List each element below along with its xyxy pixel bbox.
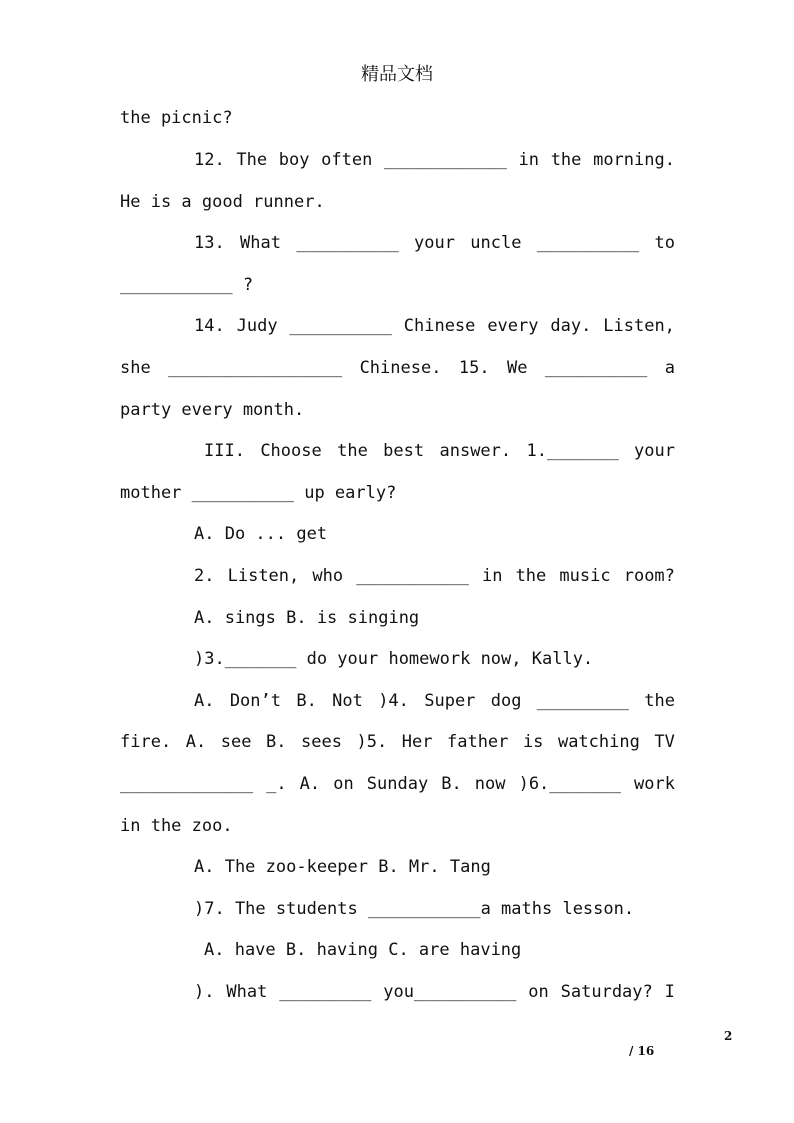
section-heading: III. Choose the best answer. 1._______ your [204, 441, 675, 461]
text-line: mother __________ up early? [120, 483, 397, 503]
text-line: 13. What __________ your uncle __________ to [194, 233, 675, 253]
text-line: she _________________ Chinese. 15. We __________ a [120, 358, 675, 378]
text-line: party every month. [120, 400, 305, 420]
answer-option: A. The zoo-keeper B. Mr. Tang [194, 857, 491, 877]
text-line: fire. A. see B. sees )5. Her father is watching TV [120, 732, 675, 752]
page-total: / 16 [629, 1044, 655, 1058]
answer-option: A. sings B. is singing [194, 608, 420, 628]
question-line: )3._______ do your homework now, Kally. [194, 649, 594, 669]
text-line: 12. The boy often ____________ in the morning. [194, 150, 675, 170]
text-line: _____________ _. A. on Sunday B. now )6._______ work [120, 774, 675, 794]
text-line: the picnic? [120, 108, 233, 128]
text-line: He is a good runner. [120, 192, 325, 212]
question-line: )7. The students ___________a maths lesson. [194, 899, 635, 919]
answer-option: A. Do ... get [194, 524, 328, 544]
text-line: ___________ ? [120, 275, 254, 295]
page-header-title: 精品文档 [361, 64, 433, 85]
answer-option: A. have B. having C. are having [204, 940, 522, 960]
text-line: 14. Judy __________ Chinese every day. Listen, [194, 316, 675, 336]
page-number: 2 [724, 1029, 733, 1043]
question-line: 2. Listen, who ___________ in the music room? [194, 566, 675, 586]
question-line: A. Don’t B. Not )4. Super dog _________ the [194, 691, 675, 711]
text-line: in the zoo. [120, 816, 233, 836]
question-line: ). What _________ you__________ on Saturday? I [194, 982, 675, 1002]
